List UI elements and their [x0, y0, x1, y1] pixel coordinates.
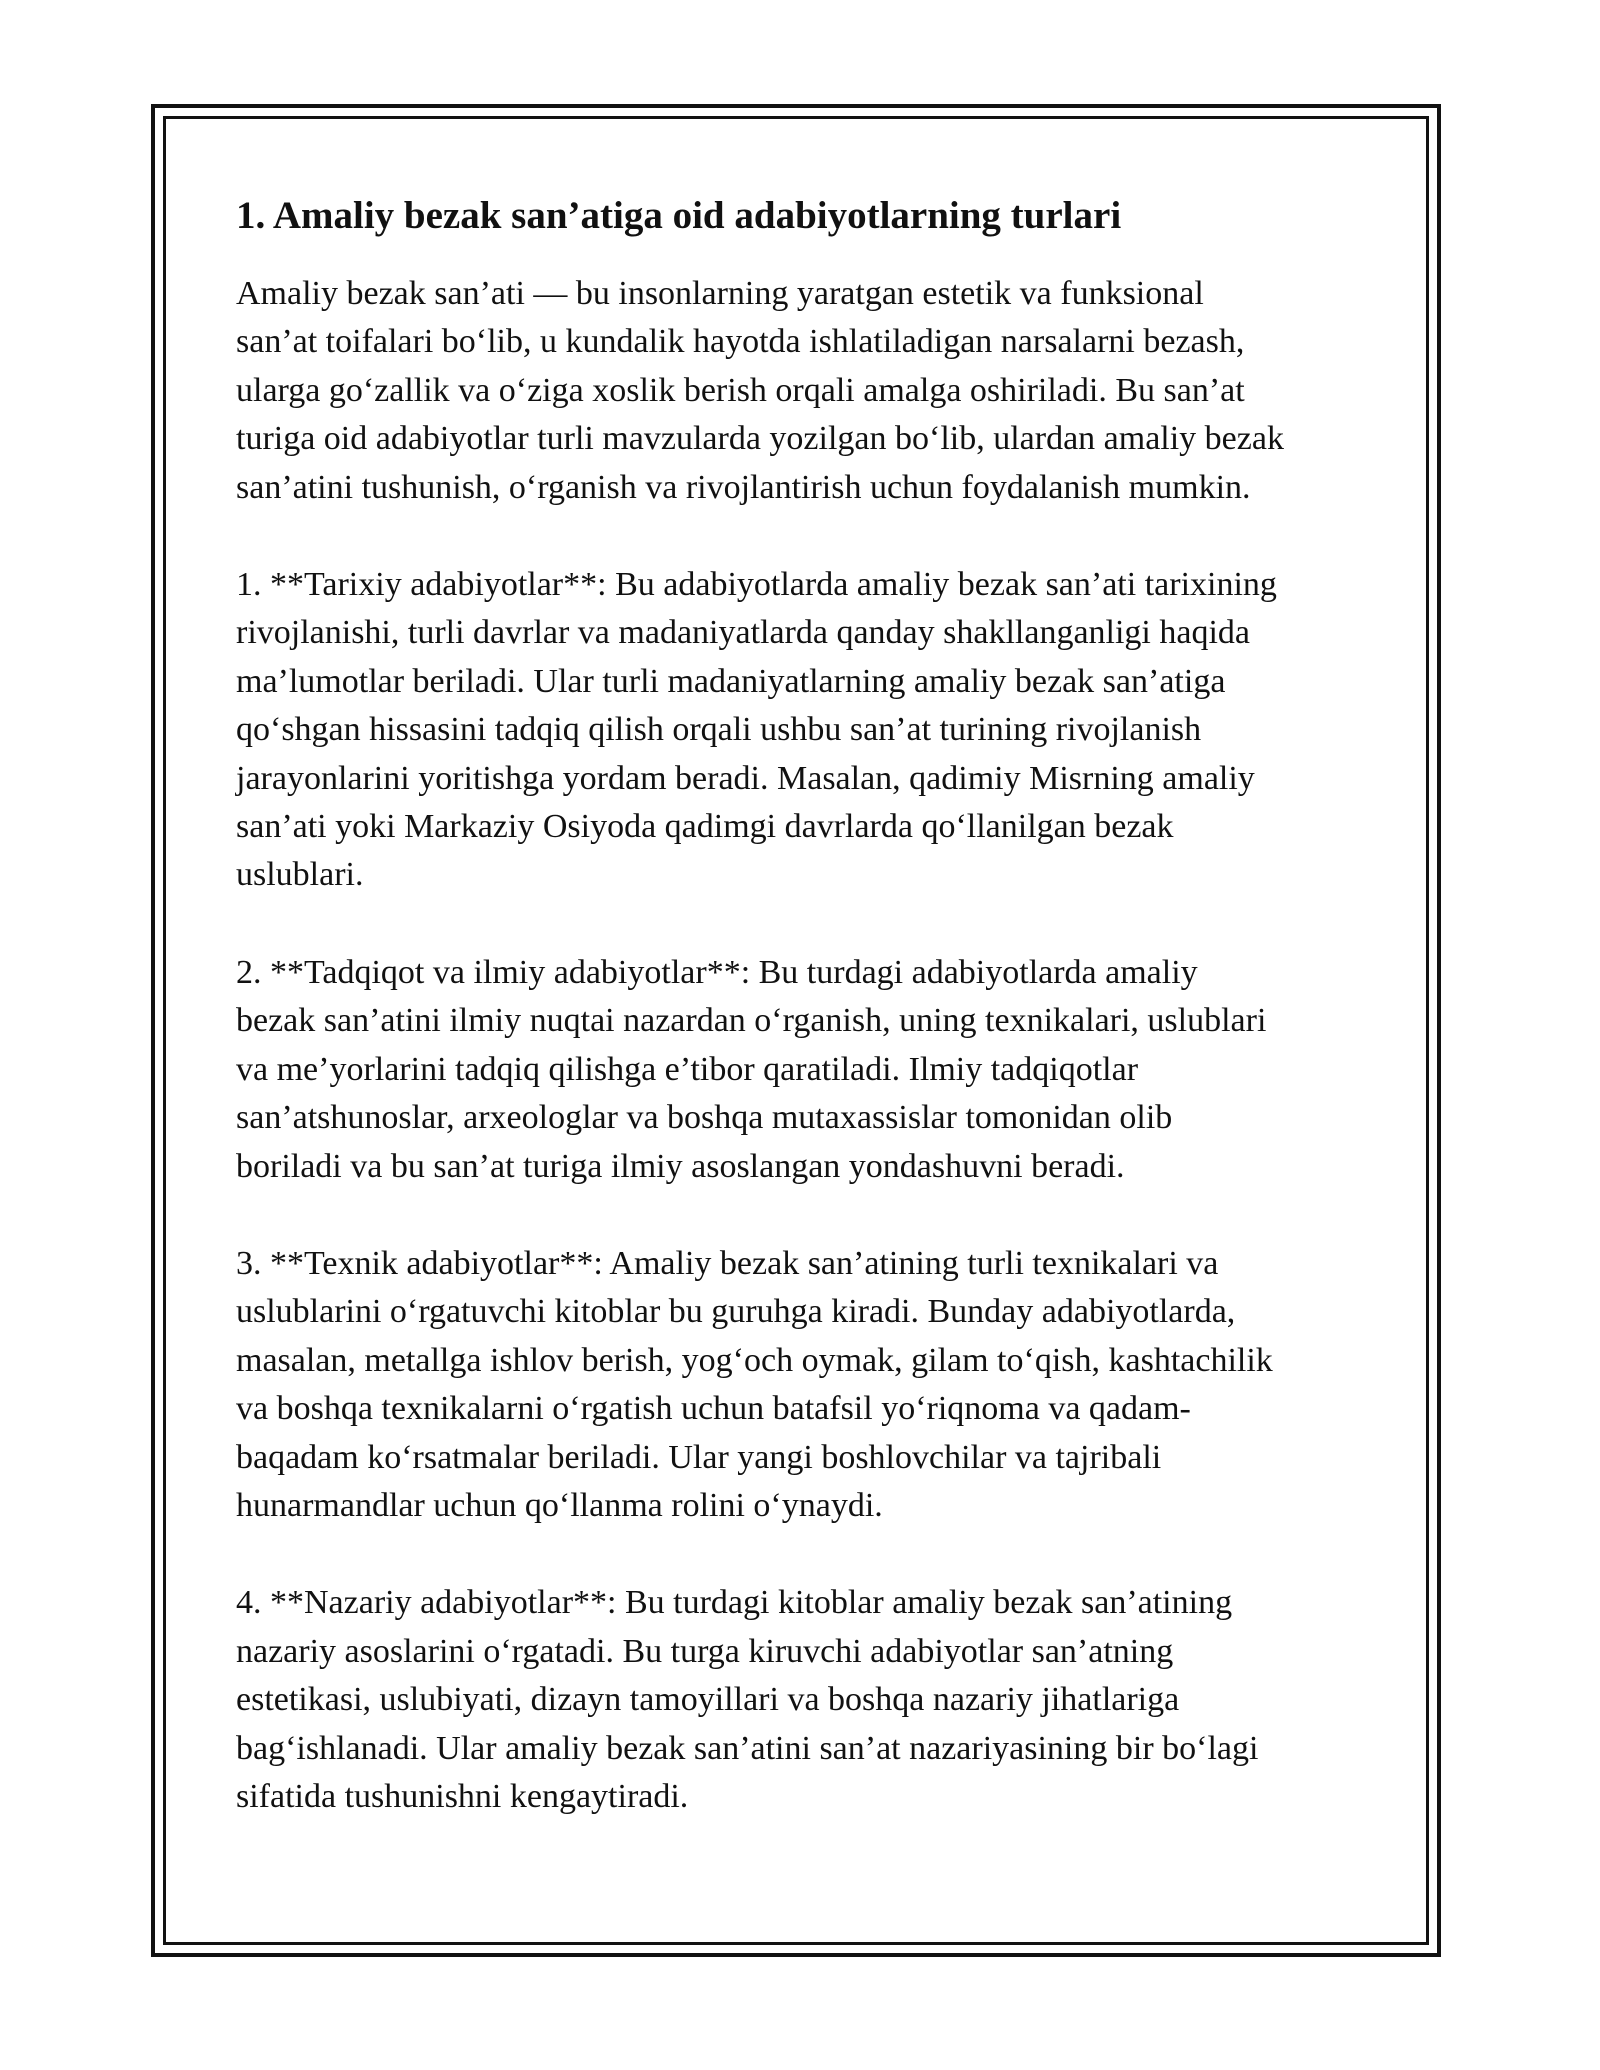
text-line: hunarmandlar uchun qo‘llanma rolini o‘ynaydi. [236, 1486, 883, 1524]
text-line: bezak san’atini ilmiy nuqtai nazardan o‘rganish, uning texnikalari, uslublari [236, 1002, 1267, 1040]
page-title: 1. Amaliy bezak san’atiga oid adabiyotlarning turlari [236, 194, 1122, 237]
text-line: ma’lumotlar beriladi. Ular turli madaniyatlarning amaliy bezak san’atiga [236, 662, 1226, 700]
text-line: ularga go‘zallik va o‘ziga xoslik berish orqali amalga oshiriladi. Bu san’at [236, 371, 1245, 409]
intro-paragraph [236, 270, 1376, 512]
text-line: sifatida tushunishni kengaytiradi. [236, 1777, 689, 1815]
text-line: uslublari. [236, 856, 364, 894]
document-body [236, 188, 1376, 1870]
text-line: va boshqa texnikalarni o‘rgatish uchun batafsil yo‘riqnoma va qadam- [236, 1390, 1191, 1428]
text-line: 2. **Tadqiqot va ilmiy adabiyotlar**: Bu turdagi adabiyotlarda amaliy [236, 953, 1198, 991]
text-line: san’atini tushunish, o‘rganish va rivojlantirish uchun foydalanish mumkin. [236, 468, 1251, 506]
text-line: bag‘ishlanadi. Ular amaliy bezak san’atini san’at nazariyasining bir bo‘lagi [236, 1729, 1259, 1767]
text-line: rivojlanishi, turli davrlar va madaniyatlarda qanday shakllanganligi haqida [236, 614, 1251, 652]
text-line: 3. **Texnik adabiyotlar**: Amaliy bezak san’atining turli texnikalari va [236, 1244, 1219, 1282]
paragraph-list [236, 270, 1376, 1821]
text-line: san’atshunoslar, arxeologlar va boshqa mutaxassislar tomonidan olib [236, 1099, 1173, 1137]
list-item-paragraph-4 [236, 1579, 1376, 1821]
text-line: qo‘shgan hissasini tadqiq qilish orqali ushbu san’at turining rivojlanish [236, 711, 1202, 749]
list-item-paragraph-3 [236, 1240, 1376, 1530]
text-line: turiga oid adabiyotlar turli mavzularda yozilgan bo‘lib, ulardan amaliy bezak [236, 420, 1284, 458]
text-line: va me’yorlarini tadqiq qilishga e’tibor qaratiladi. Ilmiy tadqiqotlar [236, 1050, 1139, 1088]
text-line: Amaliy bezak san’ati — bu insonlarning yaratgan estetik va funksional [236, 275, 1204, 312]
text-line: uslublarini o‘rgatuvchi kitoblar bu guruhga kiradi. Bunday adabiyotlarda, [236, 1293, 1236, 1331]
list-item-paragraph-2 [236, 949, 1376, 1191]
text-line: boriladi va bu san’at turiga ilmiy asoslangan yondashuvni beradi. [236, 1147, 1125, 1185]
text-line: baqadam ko‘rsatmalar beriladi. Ular yangi boshlovchilar va tajribali [236, 1438, 1162, 1476]
list-item-paragraph-1 [236, 561, 1376, 900]
text-line: 1. **Tarixiy adabiyotlar**: Bu adabiyotlarda amaliy bezak san’ati tarixining [236, 566, 1277, 604]
text-line: san’at toifalari bo‘lib, u kundalik hayotda ishlatiladigan narsalarni bezash, [236, 323, 1245, 361]
text-line: 4. **Nazariy adabiyotlar**: Bu turdagi kitoblar amaliy bezak san’atining [236, 1584, 1233, 1622]
text-line: masalan, metallga ishlov berish, yog‘och oymak, gilam to‘qish, kashtachilik [236, 1341, 1273, 1379]
text-line: san’ati yoki Markaziy Osiyoda qadimgi davrlarda qo‘llanilgan bezak [236, 808, 1174, 846]
text-line: jarayonlarini yoritishga yordam beradi. Masalan, qadimiy Misrning amaliy [236, 759, 1255, 797]
text-line: nazariy asoslarini o‘rgatadi. Bu turga kiruvchi adabiyotlar san’atning [236, 1632, 1174, 1670]
text-line: estetikasi, uslubiyati, dizayn tamoyillari va boshqa nazariy jihatlariga [236, 1681, 1180, 1719]
